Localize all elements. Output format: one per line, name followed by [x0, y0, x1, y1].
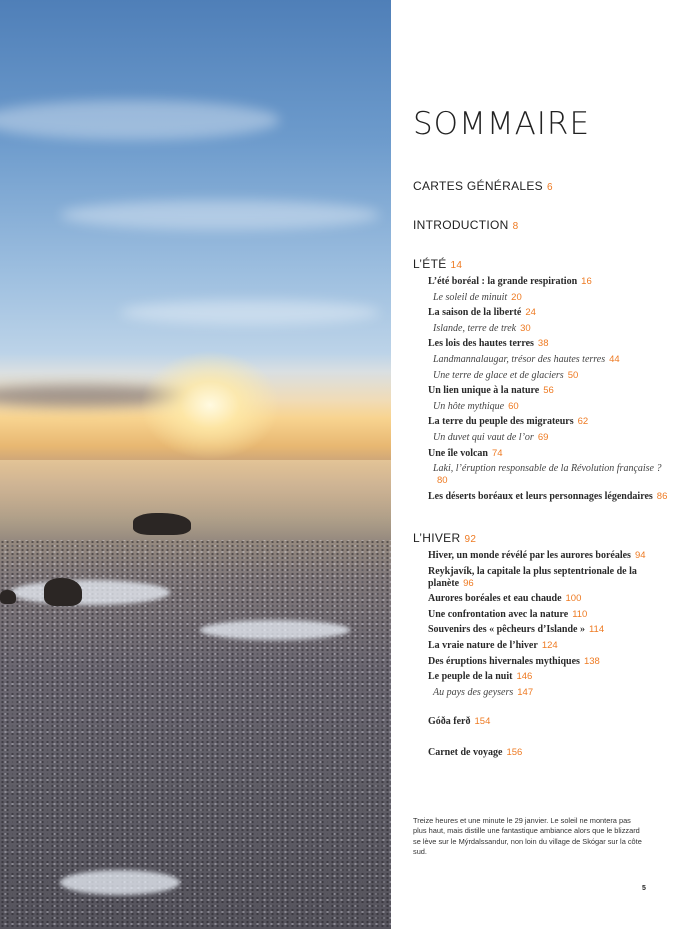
toc-entry-title: Carnet de voyage	[428, 747, 503, 758]
toc-entry[interactable]	[428, 716, 673, 728]
toc-page-number: 138	[583, 655, 600, 667]
toc-entry-title: Au pays des geysers	[433, 686, 514, 698]
toc-page-number: 69	[537, 431, 549, 443]
section-label: INTRODUCTION	[413, 218, 509, 232]
toc-page-number: 20	[511, 291, 522, 303]
toc-entry[interactable]	[433, 463, 673, 487]
toc-entry[interactable]	[428, 276, 673, 288]
toc-entry-title: Un hôte mythique	[433, 400, 505, 412]
toc-entry[interactable]	[428, 609, 673, 621]
toc-section-heading[interactable]	[413, 218, 518, 232]
section-page-number: 8	[512, 221, 519, 232]
toc-entry[interactable]	[433, 370, 673, 382]
toc-extra	[428, 716, 673, 732]
page-number: 5	[642, 885, 646, 892]
toc-page-number: 38	[537, 338, 549, 350]
toc-section-heading[interactable]	[413, 531, 476, 545]
toc-entry-title: Hiver, un monde révélé par les aurores boréales	[428, 550, 631, 561]
toc-entry-title: Landmannalaugar, trésor des hautes terres	[433, 353, 606, 365]
toc-page-number: 96	[463, 577, 474, 589]
toc-entry-title: La vraie nature de l’hiver	[428, 639, 538, 651]
toc-page-number: 100	[565, 593, 582, 605]
section-page-number: 6	[546, 182, 553, 193]
toc-page-number: 62	[577, 416, 589, 428]
toc-page-number: 80	[437, 475, 448, 487]
toc-entry-title: Souvenirs des « pêcheurs d’Islande »	[428, 624, 585, 636]
toc-entry-title: Reykjavík, la capitale la plus septentrionale de la planète	[428, 565, 637, 589]
toc-page-number: 124	[541, 639, 558, 651]
toc-section-heading[interactable]	[413, 179, 553, 193]
section-label: CARTES GÉNÉRALES	[413, 179, 543, 193]
toc-page-number: 16	[581, 276, 592, 287]
toc-page-number: 74	[492, 447, 503, 459]
toc-entry-title: Aurores boréales et eau chaude	[428, 593, 562, 605]
toc-entry[interactable]	[428, 338, 673, 350]
toc-page-number: 146	[516, 671, 533, 683]
toc-entry-title: Des éruptions hivernales mythiques	[428, 655, 580, 667]
photo-caption: Treize heures et une minute le 29 janvier. Le soleil ne montera pas plus haut, mais distille une fantastique ambiance alors que le blizzard se lève sur le Mýrdalssandur, non loin du village de Skógar sur la côte sud.	[413, 816, 642, 856]
toc-entry[interactable]	[428, 624, 673, 636]
toc-entry[interactable]	[433, 292, 673, 304]
toc-entry-title: Le peuple de la nuit	[428, 671, 513, 683]
toc-entry-title: Islande, terre de trek	[433, 322, 517, 334]
toc-page-number: 50	[567, 369, 579, 381]
section-label: L’HIVER	[413, 531, 461, 545]
toc-page-number: 24	[525, 307, 536, 319]
toc-entry-title: Un duvet qui vaut de l’or	[433, 431, 534, 443]
section-page-number: 92	[464, 534, 477, 545]
toc-entry[interactable]	[433, 323, 673, 335]
toc-page-number: 147	[517, 686, 534, 698]
toc-entry[interactable]	[428, 385, 673, 397]
toc-page-number: 156	[506, 747, 523, 758]
toc-page-number: 94	[634, 550, 646, 561]
toc-entry-title: Un lien unique à la nature	[428, 385, 540, 397]
toc-page-number: 56	[543, 385, 554, 397]
toc-entry[interactable]	[433, 432, 673, 444]
toc-entry-title: Laki, l’éruption responsable de la Révolution française ?	[433, 463, 662, 475]
toc-section-heading[interactable]	[413, 257, 462, 271]
toc-entry[interactable]	[428, 550, 673, 562]
sun-glow	[140, 350, 280, 460]
toc-entry[interactable]	[428, 448, 673, 460]
toc-entry-title: Les lois des hautes terres	[428, 338, 534, 350]
toc-entry[interactable]	[428, 747, 673, 759]
toc-entry[interactable]	[428, 593, 673, 605]
toc-entry[interactable]	[428, 491, 673, 503]
section-label: L’ÉTÉ	[413, 257, 447, 271]
toc-page-number: 110	[572, 608, 588, 620]
toc-page-number: 60	[508, 400, 519, 412]
toc-page-number: 30	[520, 322, 531, 334]
toc-entry[interactable]	[428, 307, 673, 319]
toc-entry-title: Une terre de glace et de glaciers	[433, 369, 564, 381]
toc-entry[interactable]	[433, 401, 673, 413]
toc-entry-title: La terre du peuple des migrateurs	[428, 416, 574, 428]
toc-entry-title: Góða ferð	[428, 716, 471, 727]
toc-page-number: 114	[588, 624, 605, 636]
section-page-number: 14	[450, 260, 463, 271]
toc-entry-title: Une confrontation avec la nature	[428, 608, 569, 620]
toc-entry-title: Les déserts boréaux et leurs personnages légendaires	[428, 490, 653, 502]
toc-entry[interactable]	[428, 416, 673, 428]
toc-page-number: 44	[609, 353, 620, 365]
toc-entry[interactable]	[433, 687, 673, 699]
toc-entry-title: La saison de la liberté	[428, 307, 522, 319]
toc-extra	[428, 747, 673, 763]
toc-entry[interactable]	[428, 671, 673, 683]
toc-entry[interactable]	[428, 640, 673, 652]
toc-page-number: 86	[656, 490, 668, 502]
page-title: SOMMAIRE	[413, 106, 591, 142]
toc-page-number: 154	[474, 716, 491, 727]
toc-entry-title: L’été boréal : la grande respiration	[428, 276, 578, 287]
toc-entry[interactable]	[428, 566, 673, 590]
toc-entry-list	[428, 550, 673, 702]
toc-entry-title: Le soleil de minuit	[433, 291, 508, 303]
toc-entry[interactable]	[433, 354, 673, 366]
toc-entry[interactable]	[428, 656, 673, 668]
toc-entry-list	[428, 276, 673, 506]
toc-entry-title: Une île volcan	[428, 447, 488, 459]
